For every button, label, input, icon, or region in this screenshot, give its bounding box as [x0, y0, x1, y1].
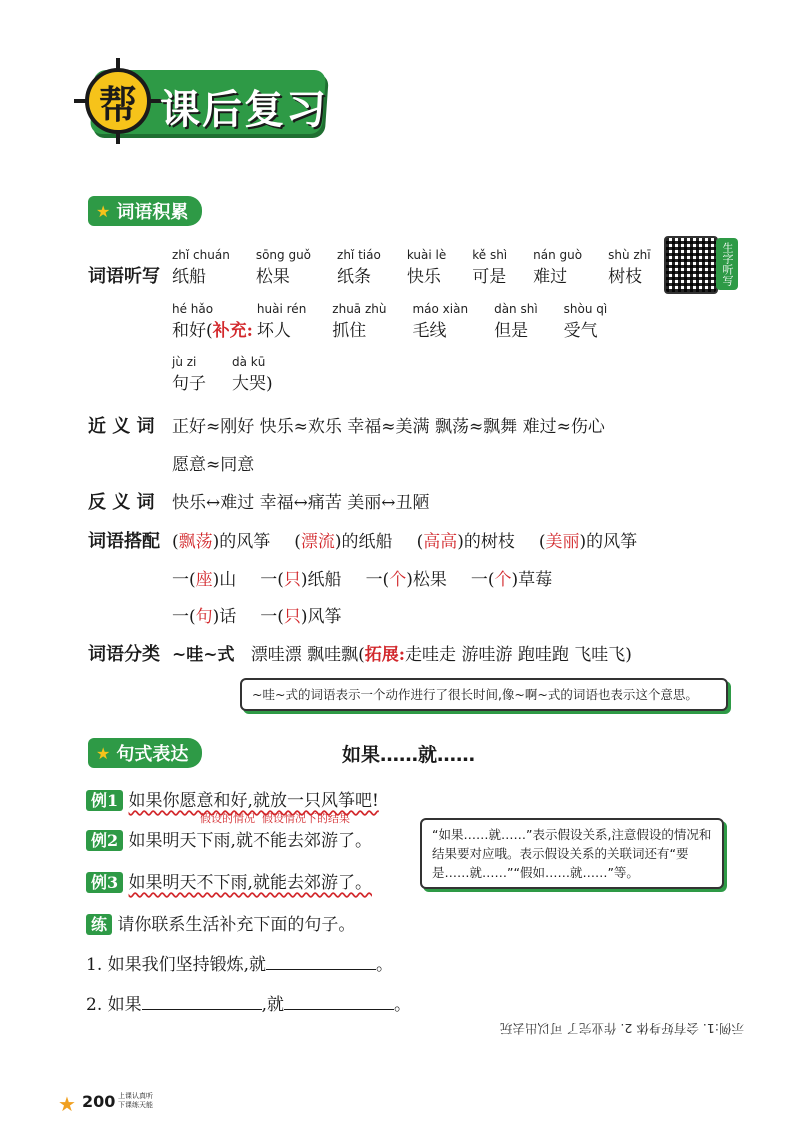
qr-label: 生字听写	[716, 238, 738, 290]
pinyin: huài rén	[256, 302, 307, 316]
dictation-word	[172, 355, 206, 394]
footer-slogan-1: 上课认真听	[118, 1092, 153, 1100]
hanzi-word: 纸船	[172, 267, 206, 287]
question-2-prefix: 2. 如果	[86, 995, 142, 1015]
synonyms-line-1: 正好≈刚好 快乐≈欢乐 幸福≈美满 飘荡≈飘舞 难过≈伤心	[172, 417, 605, 437]
question-2-mid: ,就	[261, 995, 285, 1015]
collocation-item: (飘荡)的风筝	[172, 532, 271, 552]
hanzi-word: 快乐	[406, 267, 441, 287]
example-2	[86, 826, 372, 851]
collocation-answer: 句	[195, 607, 213, 627]
collocation-answer: 飘荡	[178, 532, 213, 552]
pinyin: máo xiàn	[412, 302, 469, 316]
hanzi-word: 难过	[533, 267, 568, 287]
collocation-item: (美丽)的风筝	[538, 532, 638, 552]
extend-words: 走哇走 游哇游 跑哇跑 飞哇飞)	[405, 645, 632, 665]
question-2-suffix: 。	[394, 995, 412, 1015]
hanzi-word: 大哭)	[232, 374, 273, 394]
dictation-word	[257, 302, 306, 341]
classify-line	[172, 640, 632, 665]
question-1-prefix: 1. 如果我们坚持锻炼,就	[86, 955, 267, 975]
practice-text: 请你联系生活补充下面的句子。	[117, 915, 356, 935]
dictation-word	[407, 248, 446, 287]
collocation-answer: 个	[494, 570, 512, 590]
hint-result: 假设情况下的结果	[262, 812, 350, 825]
pinyin: hé hǎo	[172, 302, 214, 316]
example-text: 如果你愿意和好,就放一只风筝吧!	[128, 791, 379, 811]
classify-note: ~哇~式的词语表示一个动作进行了很长时间,像~啊~式的词语也表示这个意思。	[240, 678, 728, 711]
dictation-word	[494, 302, 538, 341]
collocation-item: (漂流)的纸船	[294, 532, 393, 552]
classify-pattern: ~哇~式	[172, 645, 235, 665]
collocation-item: 一(句)话	[172, 607, 237, 627]
dictation-prefix-word: 和好(	[172, 321, 213, 341]
dictation-word	[172, 248, 230, 287]
star-icon: ★	[96, 743, 111, 763]
collocation-answer: 个	[389, 570, 407, 590]
practice-tag: 练	[86, 914, 112, 935]
question-2	[86, 990, 411, 1015]
dictation-word	[608, 248, 651, 287]
dictation-line-1	[172, 248, 677, 287]
collocation-answer: 座	[195, 570, 213, 590]
question-1	[86, 950, 393, 975]
dictation-word	[256, 248, 311, 287]
collocation-label: 词语搭配	[88, 531, 160, 552]
collocation-line-1	[172, 527, 661, 552]
hanzi-word	[172, 316, 253, 341]
synonyms-label: 近 义 词	[88, 416, 155, 437]
hanzi-word: 纸条	[337, 267, 372, 287]
page-number: 200	[82, 1092, 116, 1111]
example-3	[86, 868, 372, 893]
collocation-answer: 只	[283, 607, 301, 627]
hanzi-word: 但是	[494, 321, 529, 341]
hanzi-word: 松果	[255, 267, 290, 287]
footer-slogan-2: 下课练天能	[118, 1101, 153, 1109]
example-tag: 例1	[86, 790, 123, 811]
pinyin: zhǐ chuán	[172, 248, 230, 262]
pinyin: nán guò	[533, 248, 583, 262]
example-tag: 例3	[86, 872, 123, 893]
collocation-answer: 美丽	[545, 532, 580, 552]
collocation-item: 一(座)山	[172, 570, 237, 590]
hanzi-word: 可是	[472, 267, 507, 287]
dictation-prefix	[172, 302, 253, 341]
pinyin: dà kū	[232, 355, 266, 369]
answer-blank-2b[interactable]	[284, 993, 394, 1010]
sentence-heading: 如果……就……	[342, 744, 476, 766]
section-tag-label: 句式表达	[116, 744, 189, 765]
antonyms-label: 反 义 词	[88, 492, 155, 513]
pinyin: shòu qì	[563, 302, 608, 316]
answer-blank-1[interactable]	[266, 953, 376, 970]
collocation-item: 一(个)松果	[365, 570, 447, 590]
collocation-item: 一(只)风筝	[260, 607, 342, 627]
section-tag-sentence	[88, 738, 202, 768]
extend-label: 拓展:	[364, 645, 406, 665]
example-text: 如果明天不下雨,就能去郊游了。	[128, 873, 372, 893]
help-badge: 帮	[85, 68, 151, 134]
collocation-line-2	[172, 565, 576, 590]
hanzi-word: 受气	[563, 321, 598, 341]
hanzi-word: 句子	[172, 374, 206, 394]
synonyms-line-2: 愿意≈同意	[172, 455, 255, 475]
collocation-answer: 漂流	[300, 532, 335, 552]
collocation-item: 一(只)纸船	[260, 570, 342, 590]
upside-down-answer: 示例:1. 会有好身体 2. 作业完了 可以出去玩	[500, 1021, 744, 1036]
pinyin: zhǐ tiáo	[337, 248, 381, 262]
example-1	[86, 786, 379, 811]
supplement-label: 补充:	[212, 321, 253, 341]
classify-words: 漂哇漂 飘哇飘(	[250, 645, 365, 665]
example-tag: 例2	[86, 830, 123, 851]
question-1-suffix: 。	[376, 955, 394, 975]
footer-slogan	[118, 1092, 153, 1110]
pinyin: sōng guǒ	[255, 248, 312, 262]
dictation-word	[337, 248, 381, 287]
hanzi-word: 抓住	[332, 321, 367, 341]
dictation-word	[533, 248, 582, 287]
dictation-word	[232, 355, 273, 394]
pinyin: kuài lè	[406, 248, 447, 262]
hanzi-word: 坏人	[256, 321, 291, 341]
section-tag-label: 词语积累	[116, 202, 189, 223]
example-text: 如果明天下雨,就不能去郊游了。	[128, 831, 372, 851]
antonyms-line: 快乐↔难过 幸福↔痛苦 美丽↔丑陋	[172, 493, 430, 513]
section-tag-vocab	[88, 196, 202, 226]
collocation-item: 一(个)草莓	[470, 570, 553, 590]
dictation-line-3	[172, 355, 299, 394]
pinyin: kě shì	[472, 248, 508, 262]
answer-blank-2a[interactable]	[142, 993, 262, 1010]
pinyin: zhuā zhù	[332, 302, 387, 316]
collocation-item: (高高)的树枝	[416, 532, 515, 552]
dictation-label: 词语听写	[88, 266, 160, 287]
dictation-word	[564, 302, 608, 341]
star-icon: ★	[96, 201, 111, 221]
page-title: 课后复习	[160, 87, 328, 133]
dictation-word	[412, 302, 468, 341]
practice-prompt	[86, 910, 355, 935]
dictation-word	[332, 302, 386, 341]
dictation-word	[472, 248, 507, 287]
hanzi-word: 树枝	[608, 267, 643, 287]
hypothesis-note: “如果……就……”表示假设关系,注意假设的情况和结果要对应哦。表示假设关系的关联词还有“要是……就……”“假如……就……”等。	[420, 818, 724, 889]
pinyin: shù zhī	[608, 248, 651, 262]
pinyin: dàn shì	[494, 302, 538, 316]
pinyin: jù zi	[172, 355, 197, 369]
collocation-answer: 高高	[423, 532, 458, 552]
hint-condition: 假设的情况	[200, 812, 255, 825]
dictation-line-2	[172, 302, 633, 341]
collocation-line-3	[172, 602, 366, 627]
classify-label: 词语分类	[88, 644, 160, 665]
collocation-answer: 只	[283, 570, 301, 590]
qr-code[interactable]	[664, 236, 718, 294]
mascot-star-icon: ★	[58, 1092, 76, 1116]
hanzi-word: 毛线	[412, 321, 447, 341]
